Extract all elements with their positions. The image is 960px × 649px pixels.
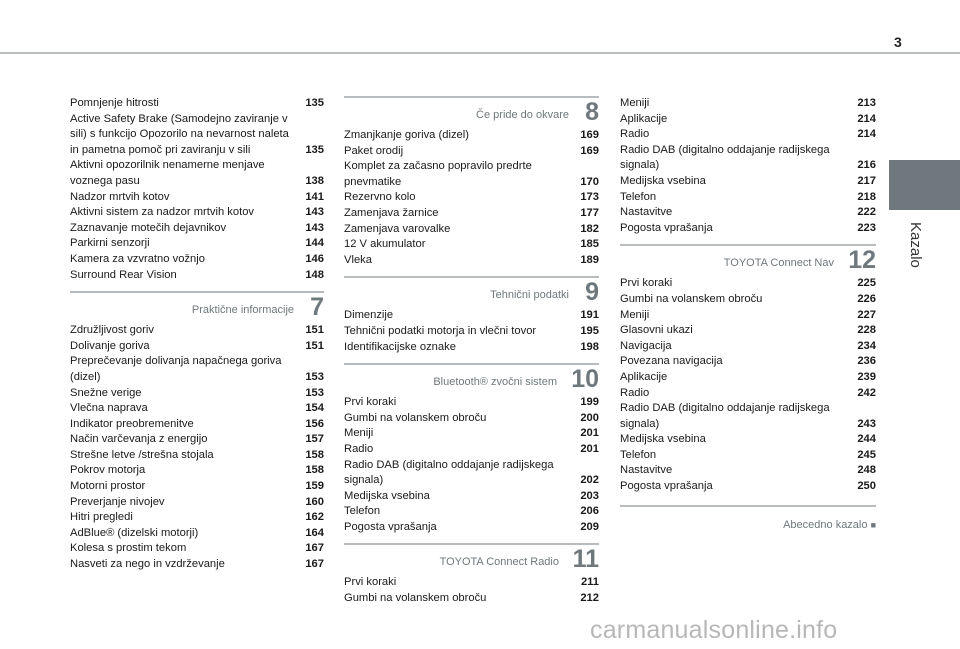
toc-entry[interactable]	[344, 237, 599, 253]
toc-entry-title: Radio DAB (digitalno oddajanje radijskega signala)	[620, 402, 830, 430]
toc-entry-page: 153	[305, 370, 324, 383]
toc-entry-page: 225	[857, 277, 876, 290]
toc-entry[interactable]	[344, 253, 599, 269]
toc-entry[interactable]	[344, 489, 599, 505]
toc-entry-page: 209	[580, 520, 599, 533]
toc-entry-title: Združljivost goriv	[70, 324, 154, 337]
toc-entry-page: 242	[857, 386, 876, 399]
toc-entry-title: Prvi koraki	[620, 277, 673, 290]
toc-entry-title: Gumbi na volanskem obroču	[344, 411, 487, 424]
toc-entry[interactable]	[70, 190, 324, 206]
section-number: 7	[310, 293, 324, 322]
toc-entry-title: Rezervno kolo	[344, 191, 416, 204]
toc-entry-title: Telefon	[620, 190, 657, 203]
toc-entry[interactable]	[620, 448, 876, 464]
toc-entry[interactable]	[70, 557, 324, 573]
toc-entry-page: 228	[857, 324, 876, 337]
toc-entry-title: Hitri pregledi	[70, 511, 133, 524]
watermark: carmanualsonline.info	[590, 616, 838, 644]
toc-entry-title: Zmanjkanje goriva (dizel)	[344, 129, 469, 141]
toc-entry-page: 202	[580, 474, 599, 487]
section-number: 9	[585, 278, 599, 307]
toc-entry[interactable]	[620, 127, 876, 143]
toc-entry-title: Medijska vsebina	[620, 174, 706, 187]
toc-entry-title: Parkirni senzorji	[70, 237, 150, 250]
section-header-11	[344, 543, 599, 573]
toc-entry-title: Pogosta vprašanja	[344, 520, 437, 533]
toc-entry-page: 212	[580, 592, 599, 605]
toc-entry[interactable]	[620, 292, 876, 308]
toc-entry-title: Vlečna naprava	[70, 402, 148, 415]
toc-entry[interactable]	[70, 205, 324, 221]
toc-entry-page: 158	[305, 448, 324, 461]
toc-entry[interactable]	[70, 526, 324, 542]
toc-entry-title: Dimenzije	[344, 309, 394, 322]
toc-entry-page: 144	[305, 237, 324, 250]
toc-entry-title: Radio	[620, 128, 650, 141]
toc-entry[interactable]	[620, 112, 876, 128]
toc-entry-page: 141	[305, 190, 324, 203]
page-number: 3	[894, 34, 902, 50]
toc-entry-page: 239	[857, 370, 876, 383]
toc-entry-title: Dolivanje goriva	[70, 339, 150, 352]
toc-list	[70, 96, 324, 283]
toc-entry[interactable]	[344, 308, 599, 324]
toc-entry[interactable]	[620, 354, 876, 370]
toc-list	[344, 575, 599, 606]
toc-entry-page: 214	[857, 112, 876, 125]
toc-entry[interactable]	[344, 144, 599, 160]
toc-entry[interactable]	[620, 479, 876, 495]
toc-entry-page: 250	[857, 480, 876, 493]
toc-entry-title: Zamenjava žarnice	[344, 206, 439, 219]
toc-entry-page: 223	[857, 221, 876, 234]
toc-entry-title: Meniji	[344, 427, 374, 440]
section-title[interactable]: Praktične informacije	[191, 304, 294, 317]
toc-entry-title: Povezana navigacija	[620, 355, 723, 368]
toc-entry-page: 213	[857, 97, 876, 109]
section-rule	[344, 363, 599, 365]
section-title[interactable]: TOYOTA Connect Radio	[439, 556, 559, 569]
section-title[interactable]: Tehnični podatki	[490, 289, 569, 302]
toc-entry-title: Preverjanje nivojev	[70, 495, 165, 508]
column-3	[620, 96, 876, 535]
toc-entry-page: 200	[580, 411, 599, 424]
toc-entry-title: 12 V akumulator	[344, 238, 426, 251]
toc-entry-title: Zaznavanje motečih dejavnikov	[70, 221, 227, 234]
toc-entry-title: Motorni prostor	[70, 480, 146, 493]
toc-entry-page: 214	[857, 128, 876, 141]
toc-entry-title: Strešne letve /strešna stojala	[70, 448, 214, 461]
toc-entry-title: Surround Rear Vision	[70, 268, 177, 281]
toc-entry-title: Navigacija	[620, 339, 672, 352]
section-header-7	[70, 291, 324, 321]
toc-entry-title: Medijska vsebina	[344, 489, 430, 502]
toc-entry-title: Vleka	[344, 253, 372, 266]
toc-entry[interactable]	[620, 205, 876, 221]
toc-entry[interactable]	[70, 495, 324, 511]
toc-entry-page: 146	[305, 252, 324, 265]
toc-entry[interactable]	[344, 190, 599, 206]
toc-entry-title: Aplikacije	[620, 112, 668, 125]
toc-entry-page: 159	[305, 480, 324, 493]
toc-entry[interactable]	[70, 158, 324, 189]
toc-entry-title: Preprečevanje dolivanja napačnega goriva (dizel)	[70, 355, 282, 383]
toc-list	[344, 395, 599, 535]
toc-entry[interactable]	[344, 591, 599, 607]
toc-entry[interactable]	[620, 276, 876, 292]
toc-entry[interactable]	[620, 190, 876, 206]
toc-entry-page: 191	[580, 309, 599, 322]
side-tab[interactable]	[889, 160, 960, 210]
toc-entry[interactable]	[620, 432, 876, 448]
section-title[interactable]: Če pride do okvare	[476, 109, 569, 121]
toc-list	[344, 128, 599, 268]
toc-entry-page: 167	[305, 542, 324, 555]
toc-entry[interactable]	[344, 520, 599, 536]
toc-entry-page: 243	[857, 417, 876, 430]
section-header-10	[344, 363, 599, 393]
toc-entry-page: 143	[305, 221, 324, 234]
toc-entry-title: AdBlue® (dizelski motorji)	[70, 526, 199, 539]
toc-entry-title: Prvi koraki	[344, 396, 397, 409]
toc-entry-title: Nastavitve	[620, 206, 673, 219]
toc-entry[interactable]	[344, 222, 599, 238]
toc-entry-page: 164	[305, 526, 324, 539]
toc-entry-page: 199	[580, 396, 599, 409]
toc-entry-title: Telefon	[620, 448, 657, 461]
toc-entry-page: 135	[305, 143, 324, 156]
toc-entry-page: 218	[857, 190, 876, 203]
toc-entry[interactable]	[344, 426, 599, 442]
toc-entry-page: 216	[857, 159, 876, 172]
toc-entry[interactable]	[70, 221, 324, 237]
toc-entry-title: Medijska vsebina	[620, 433, 706, 446]
toc-entry-title: Snežne verige	[70, 386, 142, 399]
toc-entry[interactable]	[344, 411, 599, 427]
section-rule	[344, 543, 599, 545]
toc-entry-title: Tehnični podatki motorja in vlečni tovor	[344, 324, 537, 337]
toc-entry-title: Nasveti za nego in vzdrževanje	[70, 558, 225, 571]
section-rule	[344, 96, 599, 98]
toc-entry-page: 244	[857, 433, 876, 446]
toc-entry-page: 185	[580, 238, 599, 251]
toc-entry[interactable]	[70, 323, 324, 339]
toc-entry-title: Aktivni opozorilnik nenamerne menjave voznega pasu	[70, 159, 265, 187]
toc-entry-title: Gumbi na volanskem obroču	[620, 292, 763, 305]
toc-entry[interactable]	[70, 432, 324, 448]
toc-entry-page: 182	[580, 222, 599, 235]
toc-entry-title: Nastavitve	[620, 464, 673, 477]
toc-entry-title: Način varčevanja z energijo	[70, 433, 208, 446]
toc-entry-title: Nadzor mrtvih kotov	[70, 190, 170, 203]
toc-entry-page: 201	[580, 442, 599, 455]
toc-entry[interactable]	[70, 479, 324, 495]
toc-entry-page: 217	[857, 174, 876, 187]
toc-entry-page: 143	[305, 206, 324, 219]
toc-entry[interactable]	[344, 458, 599, 489]
toc-entry-title: Radio DAB (digitalno oddajanje radijskega signala)	[620, 143, 830, 172]
toc-entry-title: Indikator preobremenitve	[70, 417, 194, 430]
side-tab-label: Kazalo	[907, 222, 924, 268]
toc-entry-page: 189	[580, 253, 599, 266]
toc-entry[interactable]	[344, 395, 599, 411]
toc-entry-page: 170	[580, 175, 599, 188]
toc-entry-page: 203	[580, 489, 599, 502]
section-title[interactable]: TOYOTA Connect Nav	[723, 257, 834, 270]
toc-list	[620, 96, 876, 236]
toc-entry-page: 167	[305, 558, 324, 571]
toc-entry-title: Pogosta vprašanja	[620, 221, 713, 234]
toc-entry-title: Gumbi na volanskem obroču	[344, 592, 487, 605]
toc-entry-page: 138	[305, 174, 324, 187]
toc-entry-page: 148	[305, 268, 324, 281]
toc-entry[interactable]	[620, 221, 876, 237]
toc-entry-page: 173	[580, 191, 599, 204]
toc-entry-page: 169	[580, 144, 599, 157]
toc-entry[interactable]	[70, 541, 324, 557]
toc-entry-title: Pomnjenje hitrosti	[70, 97, 159, 109]
toc-entry[interactable]	[620, 339, 876, 355]
toc-entry[interactable]	[70, 236, 324, 252]
toc-entry-page: 226	[857, 292, 876, 305]
toc-entry-title: Paket orodij	[344, 144, 404, 157]
toc-entry[interactable]	[70, 386, 324, 402]
toc-entry-page: 158	[305, 464, 324, 477]
toc-entry[interactable]	[620, 174, 876, 190]
section-rule	[620, 505, 876, 507]
toc-list	[620, 276, 876, 494]
square-marker-icon: ■	[870, 519, 876, 530]
toc-entry[interactable]	[344, 340, 599, 356]
toc-entry[interactable]	[344, 504, 599, 520]
toc-entry-title: Pogosta vprašanja	[620, 480, 713, 493]
alphabetical-index-link[interactable]	[783, 519, 876, 531]
section-header-8	[344, 96, 599, 126]
toc-entry-title: Identifikacijske oznake	[344, 340, 456, 353]
section-title[interactable]: Bluetooth® zvočni sistem	[433, 376, 557, 389]
toc-entry-page: 234	[857, 339, 876, 352]
section-header-12	[620, 244, 876, 274]
toc-entry[interactable]	[620, 143, 876, 174]
toc-list	[70, 323, 324, 573]
toc-entry-page: 151	[305, 324, 324, 337]
toc-entry[interactable]	[620, 323, 876, 339]
toc-entry[interactable]	[620, 370, 876, 386]
column-1	[70, 96, 324, 573]
toc-entry[interactable]	[70, 354, 324, 385]
toc-entry-page: 151	[305, 339, 324, 352]
toc-entry-title: Telefon	[344, 505, 381, 518]
toc-entry[interactable]	[70, 96, 324, 112]
toc-entry-page: 198	[580, 340, 599, 353]
toc-entry-page: 195	[580, 324, 599, 337]
toc-entry[interactable]	[344, 128, 599, 144]
section-number: 8	[585, 98, 599, 126]
toc-entry-title: Kamera za vzvratno vožnjo	[70, 252, 205, 265]
toc-entry[interactable]	[620, 401, 876, 432]
toc-entry-title: Meniji	[620, 308, 650, 321]
toc-entry-page: 248	[857, 464, 876, 477]
toc-entry-page: 245	[857, 448, 876, 461]
toc-entry[interactable]	[344, 159, 599, 190]
index-link-label: Abecedno kazalo	[783, 518, 868, 531]
toc-entry-title: Radio DAB (digitalno oddajanje radijskega signala)	[344, 458, 554, 487]
toc-entry-title: Meniji	[620, 97, 650, 109]
toc-entry-page: 162	[305, 511, 324, 524]
toc-entry-page: 154	[305, 402, 324, 415]
toc-entry-page: 236	[857, 355, 876, 368]
section-rule	[620, 244, 876, 246]
toc-entry-page: 156	[305, 417, 324, 430]
toc-entry-title: Radio	[620, 386, 650, 399]
toc-entry-title: Active Safety Brake (Samodejno zaviranje v sili) s funkcijo Opozorilo na nevarnost naleta in pametna pomoč pri zaviranju v sili	[70, 112, 289, 156]
section-header-9	[344, 276, 599, 306]
section-rule	[70, 291, 324, 293]
toc-entry-title: Kolesa s prostim tekom	[70, 542, 187, 555]
toc-entry-page: 201	[580, 427, 599, 440]
toc-entry[interactable]	[344, 206, 599, 222]
header-rule	[0, 52, 960, 54]
toc-entry-page: 177	[580, 206, 599, 219]
toc-entry[interactable]	[344, 442, 599, 458]
toc-list	[344, 308, 599, 355]
toc-entry[interactable]	[70, 463, 324, 479]
toc-entry-page: 169	[580, 129, 599, 141]
toc-entry-page: 153	[305, 386, 324, 399]
toc-entry-title: Komplet za začasno popravilo predrte pnevmatike	[344, 160, 532, 188]
toc-entry[interactable]	[620, 386, 876, 402]
toc-entry-page: 135	[305, 97, 324, 109]
toc-entry-page: 222	[857, 206, 876, 219]
toc-entry[interactable]	[70, 252, 324, 268]
section-number: 11	[572, 545, 599, 574]
toc-entry[interactable]	[70, 448, 324, 464]
toc-entry[interactable]	[620, 96, 876, 112]
toc-entry-title: Zamenjava varovalke	[344, 222, 451, 235]
toc-entry-page: 206	[580, 505, 599, 518]
section-number: 12	[848, 246, 876, 275]
toc-entry-title: Pokrov motorja	[70, 464, 146, 477]
toc-entry-page: 160	[305, 495, 324, 508]
toc-entry[interactable]	[70, 401, 324, 417]
toc-entry[interactable]	[344, 324, 599, 340]
toc-entry-page: 157	[305, 433, 324, 446]
toc-entry[interactable]	[620, 308, 876, 324]
alphabetical-index-block	[620, 505, 876, 535]
toc-entry-title: Prvi koraki	[344, 576, 397, 589]
section-rule	[344, 276, 599, 278]
toc-entry[interactable]	[70, 268, 324, 284]
toc-entry-page: 211	[580, 576, 599, 589]
toc-entry[interactable]	[70, 417, 324, 433]
toc-entry[interactable]	[70, 339, 324, 355]
toc-entry-page: 227	[857, 308, 876, 321]
toc-entry-title: Glasovni ukazi	[620, 324, 693, 337]
toc-entry-title: Radio	[344, 442, 374, 455]
section-number: 10	[571, 365, 599, 394]
toc-entry[interactable]	[620, 463, 876, 479]
toc-entry-title: Aktivni sistem za nadzor mrtvih kotov	[70, 206, 255, 219]
column-2	[344, 96, 599, 607]
toc-entry[interactable]	[70, 510, 324, 526]
toc-entry[interactable]	[70, 112, 324, 159]
toc-entry[interactable]	[344, 575, 599, 591]
toc-entry-title: Aplikacije	[620, 370, 668, 383]
